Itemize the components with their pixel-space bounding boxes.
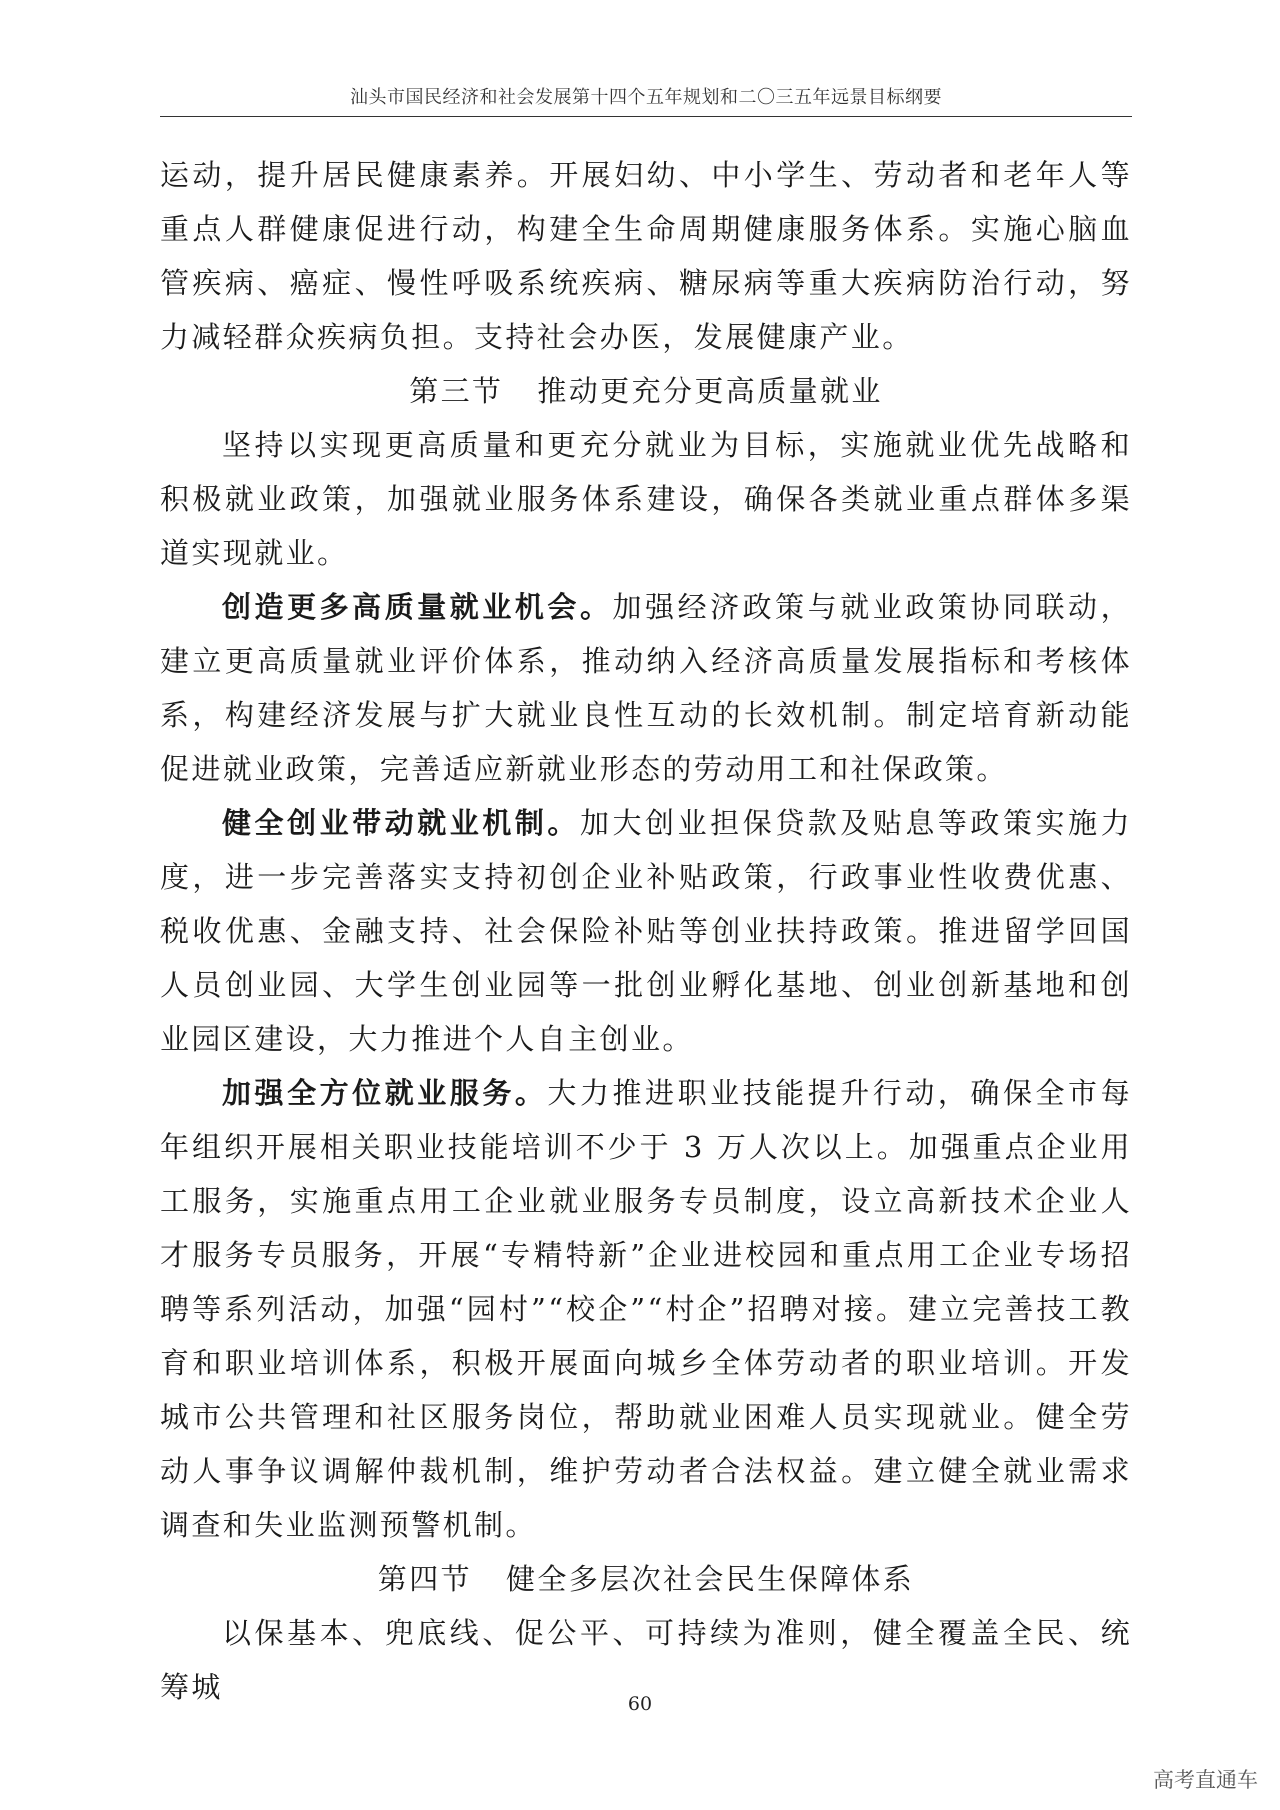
- document-body: [160, 148, 1132, 1714]
- paragraph-text: 大力推进职业技能提升行动，确保全市每年组织开展相关职业技能培训不少于 3 万人次以上。加强重点企业用工服务，实施重点用工企业就业服务专员制度，设立高新技术企业人才服务专员服务，开展“专精特新”企业进校园和重点用工企业专场招聘等系列活动，加强“园村”“校企”“村企”招聘对接。建立完善技工教育和职业培训体系，积极开展面向城乡全体劳动者的职业培训。开发城市公共管理和社区服务岗位，帮助就业困难人员实现就业。健全劳动人事争议调解仲裁机制，维护劳动者合法权益。建立健全就业需求调查和失业监测预警机制。: [160, 1076, 1132, 1542]
- paragraph-lead: 创造更多高质量就业机会。: [222, 590, 613, 624]
- section-number: 第四节: [377, 1562, 472, 1596]
- watermark: 高考直通车: [1153, 1768, 1258, 1792]
- paragraph-employment-intro: 坚持以实现更高质量和更充分就业为目标，实施就业优先战略和积极就业政策，加强就业服务体系建设，确保各类就业重点群体多渠道实现就业。: [160, 428, 1132, 570]
- paragraph-lead: 健全创业带动就业机制。: [222, 806, 580, 840]
- section-heading-4: [160, 1552, 1132, 1606]
- paragraph-social-security: 以保基本、兜底线、促公平、可持续为准则，健全覆盖全民、统筹城: [160, 1616, 1132, 1704]
- section-heading-3: [160, 364, 1132, 418]
- paragraph-health: 运动，提升居民健康素养。开展妇幼、中小学生、劳动者和老年人等重点人群健康促进行动，构建全生命周期健康服务体系。实施心脑血管疾病、癌症、慢性呼吸系统疾病、糖尿病等重大疾病防治行动，努力减轻群众疾病负担。支持社会办医，发展健康产业。: [160, 158, 1132, 354]
- paragraph-text: 加大创业担保贷款及贴息等政策实施力度，进一步完善落实支持初创企业补贴政策，行政事业性收费优惠、税收优惠、金融支持、社会保险补贴等创业扶持政策。推进留学回国人员创业园、大学生创业园等一批创业孵化基地、创业创新基地和创业园区建设，大力推进个人自主创业。: [160, 806, 1132, 1056]
- section-number: 第三节: [409, 374, 504, 408]
- paragraph-entrepreneurship: [160, 796, 1132, 1066]
- paragraph-text: 加强经济政策与就业政策协同联动，建立更高质量就业评价体系，推动纳入经济高质量发展指标和考核体系，构建经济发展与扩大就业良性互动的长效机制。制定培育新动能促进就业政策，完善适应新就业形态的劳动用工和社保政策。: [160, 590, 1132, 786]
- page-number: 60: [627, 1693, 653, 1715]
- section-title: 推动更充分更高质量就业: [537, 374, 883, 408]
- paragraph-lead: 加强全方位就业服务。: [222, 1076, 548, 1110]
- header-rule: [160, 116, 1132, 117]
- section-title: 健全多层次社会民生保障体系: [506, 1562, 915, 1596]
- paragraph-job-opportunities: [160, 580, 1132, 796]
- paragraph-employment-services: [160, 1066, 1132, 1552]
- running-header: 汕头市国民经济和社会发展第十四个五年规划和二〇三五年远景目标纲要: [350, 87, 942, 108]
